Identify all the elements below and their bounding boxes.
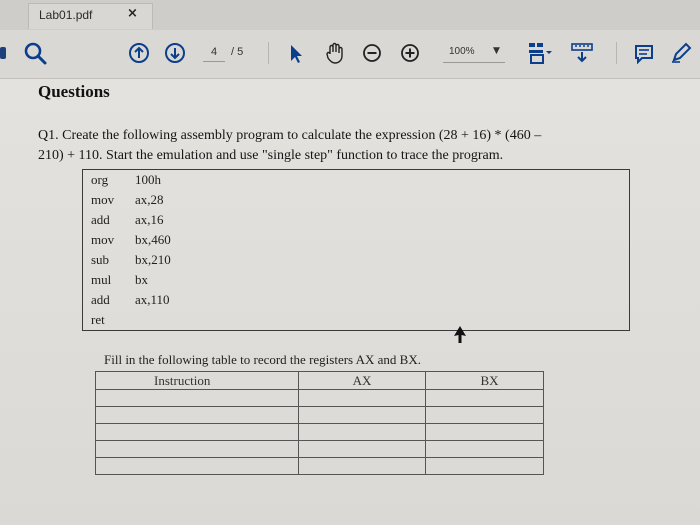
table-row (96, 424, 544, 441)
table-row (96, 390, 544, 407)
code-operand: ax,28 (135, 192, 164, 207)
register-table (95, 371, 544, 475)
table-cell (426, 424, 544, 441)
code-opcode: mov (91, 192, 115, 207)
select-tool-icon[interactable] (289, 44, 303, 64)
question-text-line-2: 210) + 110. Start the emulation and use "single step" function to trace the program. (38, 148, 504, 163)
question-text-line-1: Q1. Create the following assembly program to calculate the expression (28 + 16) * (460 – (38, 128, 542, 143)
table-cell (299, 458, 426, 475)
zoom-dropdown[interactable] (443, 44, 505, 63)
code-opcode: mul (91, 272, 112, 287)
table-cell (299, 407, 426, 424)
pdf-toolbar (0, 30, 700, 79)
table-cell (299, 441, 426, 458)
zoom-in-icon[interactable] (400, 43, 420, 63)
pencil-icon[interactable] (670, 42, 692, 64)
code-operand: ax,110 (135, 292, 170, 307)
table-cell (299, 424, 426, 441)
next-page-icon[interactable] (164, 42, 186, 64)
table-cell (426, 390, 544, 407)
code-operand: 100h (135, 172, 161, 187)
table-cell (96, 424, 299, 441)
page-total: / 5 (231, 46, 244, 58)
table-cell (426, 407, 544, 424)
table-cell (299, 390, 426, 407)
toolbar-divider (616, 42, 617, 64)
table-cell (96, 458, 299, 475)
fit-page-icon[interactable] (527, 41, 553, 65)
search-icon[interactable] (22, 40, 48, 66)
code-operand: bx,210 (135, 252, 171, 267)
code-operand: bx (135, 272, 148, 287)
code-opcode: ret (91, 312, 105, 327)
zoom-value: 100% (449, 46, 475, 57)
code-opcode: sub (91, 252, 110, 267)
page-heading: Questions (38, 82, 110, 101)
comment-icon[interactable] (634, 44, 654, 64)
table-row (96, 458, 544, 475)
code-operand: bx,460 (135, 232, 171, 247)
table-row (96, 407, 544, 424)
assembly-code-box (82, 169, 630, 331)
column-header-instruction: Instruction (96, 372, 299, 390)
table-cell (426, 458, 544, 475)
table-row (96, 441, 544, 458)
table-cell (96, 441, 299, 458)
toolbar-divider (268, 42, 269, 64)
previous-page-icon[interactable] (128, 42, 150, 64)
code-opcode: mov (91, 232, 115, 247)
page-number-input[interactable] (203, 43, 225, 62)
mouse-cursor-icon (453, 326, 467, 349)
tab-bar (0, 0, 700, 30)
code-operand: ax,16 (135, 212, 164, 227)
chevron-down-icon: ▼ (493, 46, 500, 56)
column-header-bx: BX (426, 372, 544, 390)
table-instructions: Fill in the following table to record the registers AX and BX. (104, 352, 421, 367)
table-header-row (96, 372, 544, 390)
code-opcode: add (91, 292, 110, 307)
column-header-ax: AX (299, 372, 426, 390)
code-opcode: add (91, 212, 110, 227)
table-cell (426, 441, 544, 458)
table-cell (96, 407, 299, 424)
scroll-mode-icon[interactable] (570, 42, 594, 64)
zoom-out-icon[interactable] (362, 43, 382, 63)
code-opcode: org (91, 172, 109, 187)
tab-title[interactable]: Lab01.pdf (39, 8, 93, 22)
sidebar-toggle-icon[interactable] (0, 47, 6, 59)
document-tab[interactable] (28, 3, 153, 29)
hand-tool-icon[interactable] (325, 42, 345, 64)
tab-close-icon[interactable]: × (127, 6, 138, 21)
table-cell (96, 390, 299, 407)
